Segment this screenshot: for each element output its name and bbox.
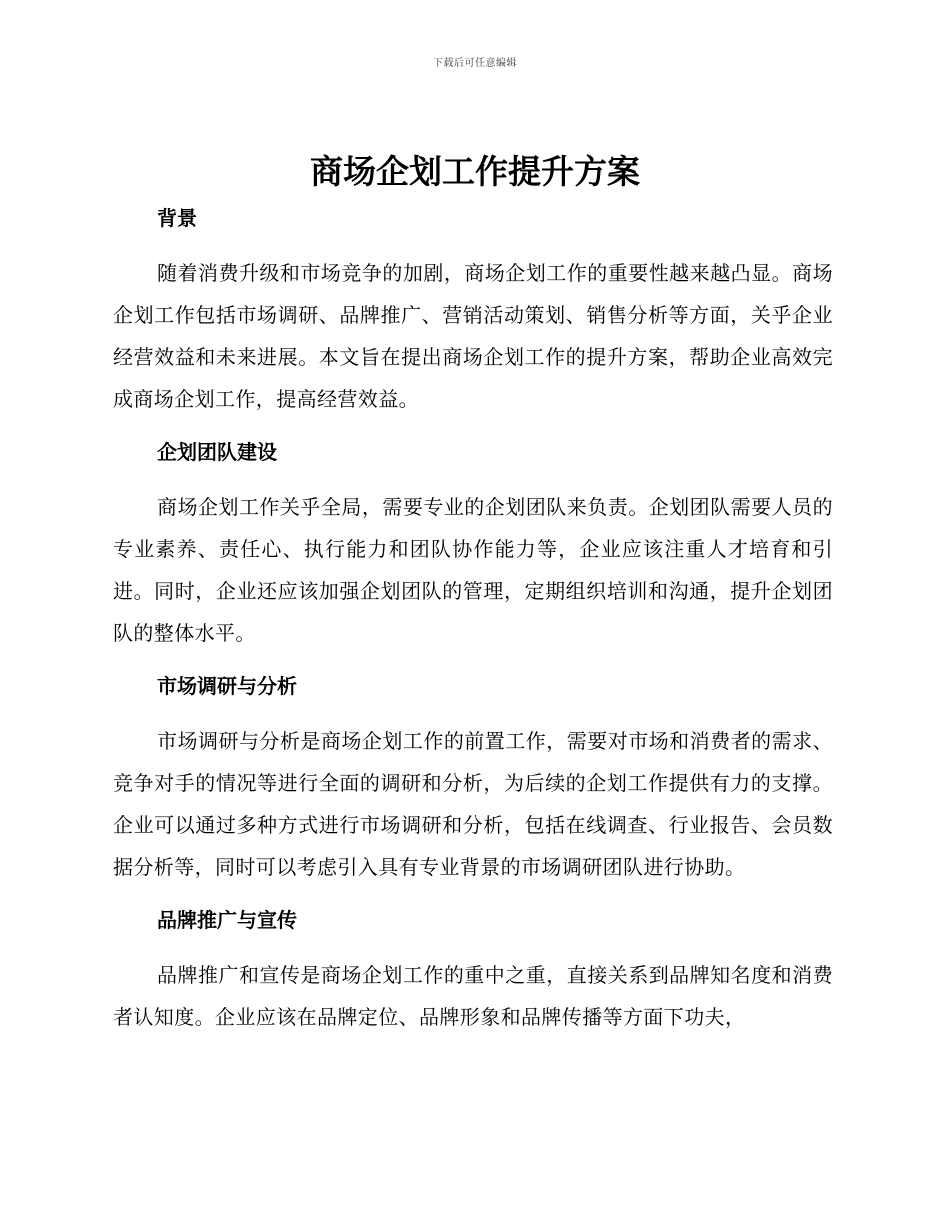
- section-heading: 企划团队建设: [157, 440, 277, 464]
- section-brand-promotion: [113, 904, 833, 1038]
- section-heading: 品牌推广与宣传: [157, 908, 297, 932]
- section-heading: 市场调研与分析: [157, 674, 297, 698]
- header-note: 下载后可任意编辑: [433, 58, 517, 69]
- section-paragraph: 随着消费升级和市场竞争的加剧，商场企划工作的重要性越来越凸显。商场企划工作包括市场调研、品牌推广、营销活动策划、销售分析等方面，关乎企业经营效益和未来进展。本文旨在提出商场企划工作的提升方案，帮助企业高效完成商场企划工作，提高经营效益。: [113, 261, 833, 411]
- document-title: 商场企划工作提升方案: [310, 152, 640, 191]
- section-team-building: [113, 436, 833, 670]
- section-heading: 背景: [157, 206, 197, 230]
- document-body: [113, 202, 833, 1038]
- section-market-research: [113, 670, 833, 904]
- section-paragraph: 市场调研与分析是商场企划工作的前置工作，需要对市场和消费者的需求、竞争对手的情况等进行全面的调研和分析，为后续的企划工作提供有力的支撑。企业可以通过多种方式进行市场调研和分析，包括在线调查、行业报告、会员数据分析等，同时可以考虑引入具有专业背景的市场调研团队进行协助。: [113, 729, 833, 879]
- section-background: [113, 202, 833, 436]
- section-paragraph: 商场企划工作关乎全局，需要专业的企划团队来负责。企划团队需要人员的专业素养、责任心、执行能力和团队协作能力等，企业应该注重人才培育和引进。同时，企业还应该加强企划团队的管理，定期组织培训和沟通，提升企划团队的整体水平。: [113, 495, 833, 645]
- section-paragraph: 品牌推广和宣传是商场企划工作的重中之重，直接关系到品牌知名度和消费者认知度。企业应该在品牌定位、品牌形象和品牌传播等方面下功夫，: [113, 963, 833, 1029]
